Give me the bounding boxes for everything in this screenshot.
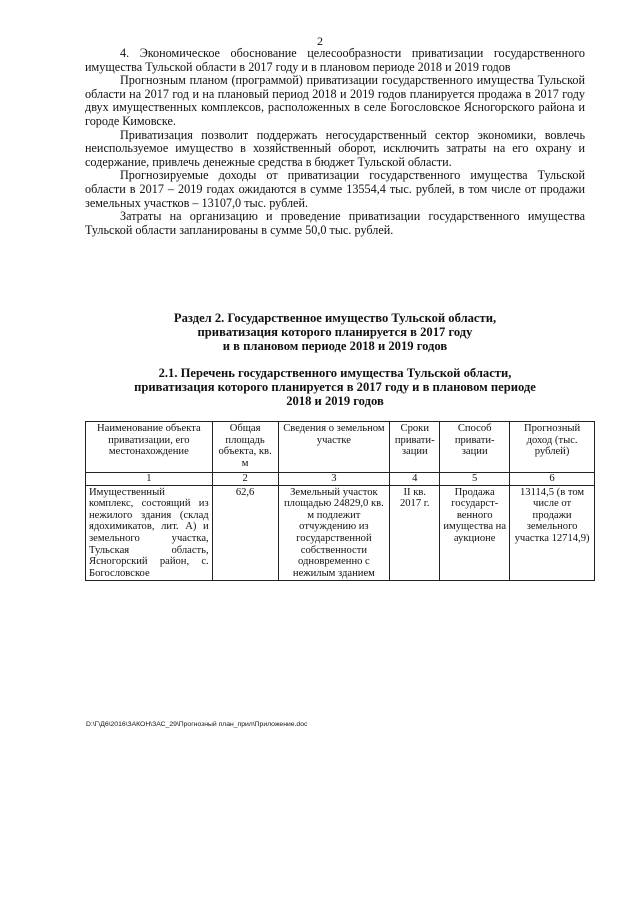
cell-object-name: Имущественный комплекс, состоящий из нежилого здания (склад ядохимикатов, лит. А) и земельного участка, Тульская область, Ясногорский район, с. Богословское [86, 485, 213, 581]
header-income: Прогнозный доход (тыс. рублей) [510, 422, 595, 473]
paragraph-income: Прогнозируемые доходы от приватизации государственного имущества Тульской области в 2017 – 2019 годах ожидаются в сумме 13554,4 тыс. рублей, в том числе от продажи земельных участков – 13107,0 тыс. рублей. [85, 168, 585, 210]
paragraph-benefits: Приватизация позволит поддержать негосударственный сектор экономики, вовлечь неиспользуемое имущество в хозяйственный оборот, исключить затраты на его охрану и содержание, привлечь денежные средства в бюджет Тульской области. [85, 127, 585, 169]
cell-term: II кв. 2017 г. [390, 485, 440, 581]
column-number: 6 [510, 473, 595, 486]
section-2-1-title [85, 366, 585, 408]
column-number: 1 [86, 473, 213, 486]
file-path-footer: D:\Г\Д6\2016\ЗАКОН\ЗАС_29\Прогнозный план_прил\Приложение.doc [86, 721, 308, 728]
cell-land-info: Земельный участок площадью 24829,0 кв. м подлежит отчуждению из государственной собственности одновременно с нежилым зданием [278, 485, 390, 581]
cell-method: Продажа государст-венного имущества на аукционе [440, 485, 510, 581]
cell-income: 13114,5 (в том числе от продажи земельного участка 12714,9) [510, 485, 595, 581]
section-2-title-line: и в плановом периоде 2018 и 2019 годов [222, 339, 448, 353]
column-number-row [86, 473, 595, 486]
column-number: 3 [278, 473, 390, 486]
section-2-title-line: Раздел 2. Государственное имущество Тульской области, [173, 311, 497, 325]
section-2-1-title-line: 2018 и 2019 годов [286, 394, 384, 408]
section-4-text [85, 47, 585, 237]
section-2-title-line: приватизация которого планируется в 2017 году [197, 325, 473, 339]
header-object-name: Наименование объекта приватизации, его местонахождение [86, 422, 213, 473]
header-land-info: Сведения о земельном участке [278, 422, 390, 473]
column-number: 4 [390, 473, 440, 486]
column-number: 2 [212, 473, 278, 486]
table-header-row [86, 422, 595, 473]
paragraph-costs: Затраты на организацию и проведение приватизации государственного имущества Тульской области запланированы в сумме 50,0 тыс. рублей. [85, 209, 585, 237]
section-4-heading: 4. Экономическое обоснование целесообразности приватизации государственного имущества Тульской области в 2017 году и в плановом периоде 2018 и 2019 годов [85, 46, 585, 74]
cell-area: 62,6 [212, 485, 278, 581]
column-number: 5 [440, 473, 510, 486]
section-2-title [85, 311, 585, 353]
header-area: Общая площадь объекта, кв. м [212, 422, 278, 473]
section-2-1-title-line: 2.1. Перечень государственного имущества Тульской области, [158, 366, 512, 380]
page-number: 2 [317, 34, 323, 48]
privatization-table [85, 421, 595, 581]
section-2-1-title-line: приватизация которого планируется в 2017 году и в плановом периоде [134, 380, 536, 394]
header-term: Сроки привати-зации [390, 422, 440, 473]
table-row [86, 485, 595, 581]
header-method: Способ привати-зации [440, 422, 510, 473]
paragraph-plan: Прогнозным планом (программой) приватизации государственного имущества Тульской области на 2017 год и на плановый период 2018 и 2019 годов планируется продажа в 2017 году двух имущественных комплексов, расположенных в селе Богословское Ясногорского района и городе Кимовске. [85, 73, 585, 128]
